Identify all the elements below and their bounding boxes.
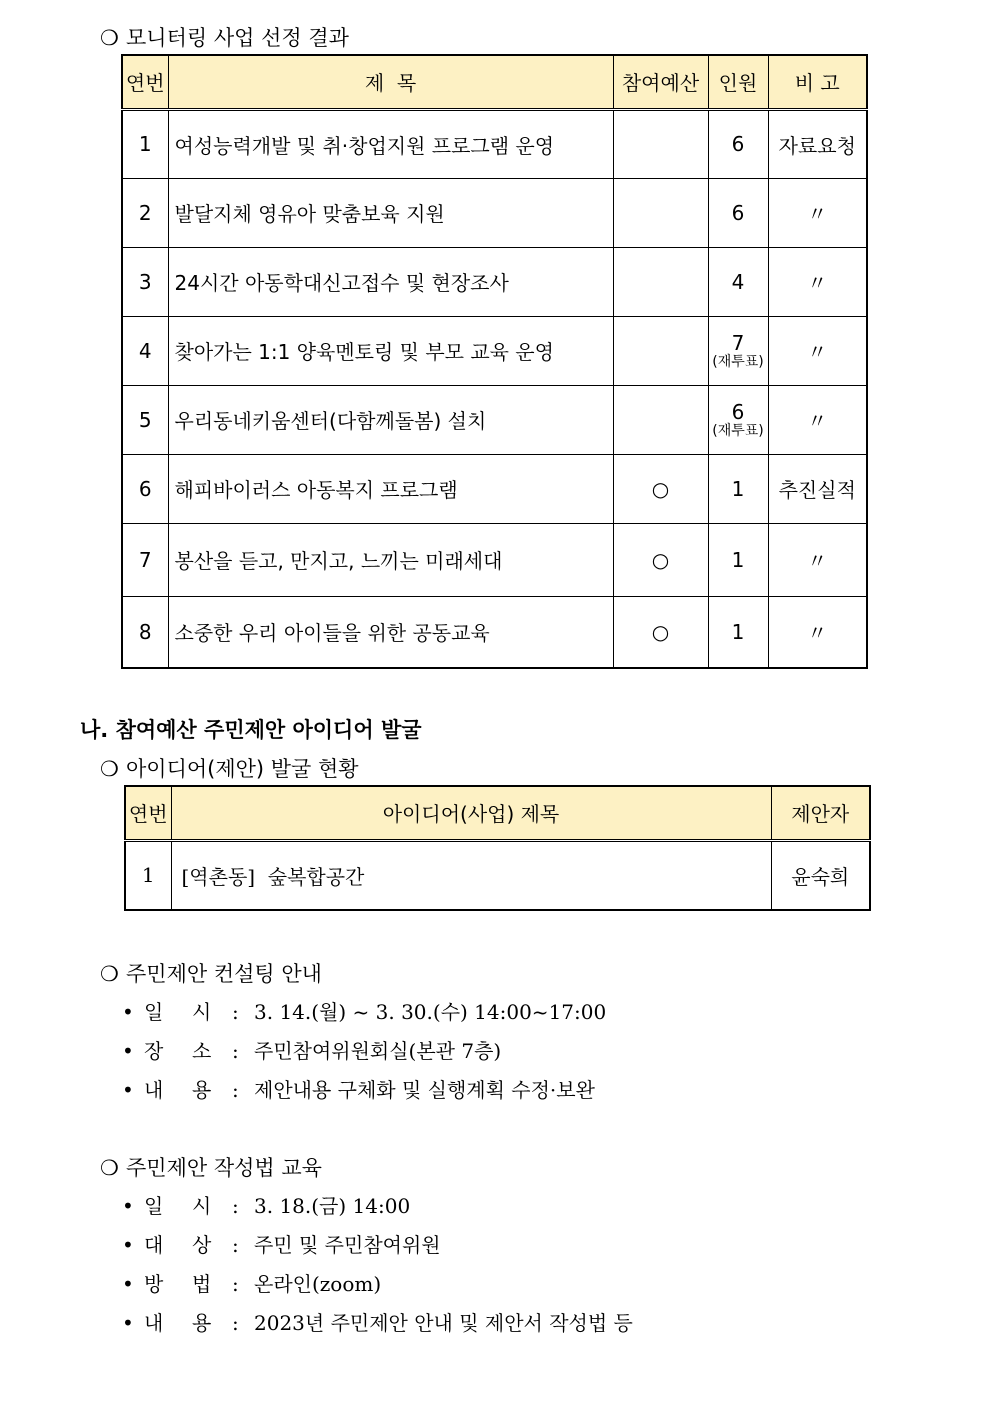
table-header-row: [125, 786, 870, 840]
info-colon: :: [232, 1311, 239, 1335]
cell-note: 〃: [768, 385, 867, 454]
cell-no: 2: [122, 178, 168, 247]
count-note: (재투표): [712, 422, 764, 439]
circle-bullet-icon: ❍: [100, 757, 119, 781]
cell-no: 1: [122, 109, 168, 178]
cell-note: 추진실적: [768, 454, 867, 523]
cell-count: [708, 247, 768, 316]
col-header-budget: 참여예산: [613, 55, 708, 109]
info-label: [144, 1307, 232, 1336]
education-heading-text: 주민제안 작성법 교육: [126, 1156, 322, 1180]
col-header-proposer: 제안자: [771, 786, 870, 840]
info-label-a: 일: [144, 1194, 164, 1218]
section1-heading-text: 모니터링 사업 선정 결과: [126, 26, 349, 50]
cell-no: 1: [125, 840, 171, 910]
cell-title: 해피바이러스 아동복지 프로그램: [168, 454, 613, 523]
table-row: [125, 840, 870, 910]
cell-proposer: 윤숙희: [771, 840, 870, 910]
table-header-row: [122, 55, 867, 109]
cell-count: [708, 454, 768, 523]
cell-budget: [613, 316, 708, 385]
info-item: [122, 1190, 410, 1219]
bullet-dot-icon: •: [122, 1272, 134, 1296]
info-label-b: 용: [192, 1311, 212, 1335]
idea-table: [124, 785, 871, 911]
cell-budget: ○: [613, 454, 708, 523]
info-value: 주민 및 주민참여위원: [254, 1233, 441, 1257]
info-item: [122, 1268, 381, 1297]
info-label-b: 상: [192, 1233, 212, 1257]
count-value: 6: [731, 399, 745, 424]
info-label: [144, 1268, 232, 1297]
info-label-a: 내: [144, 1311, 164, 1335]
info-colon: :: [232, 1000, 239, 1024]
cell-count: [708, 523, 768, 596]
count-value: 7: [731, 330, 745, 355]
info-label-a: 장: [144, 1039, 164, 1063]
info-label: [144, 1190, 232, 1219]
cell-budget: [613, 178, 708, 247]
cell-count: [708, 316, 768, 385]
bullet-dot-icon: •: [122, 1233, 134, 1257]
info-item: [122, 1074, 595, 1103]
info-item: [122, 1229, 441, 1258]
section2-heading: [100, 753, 359, 783]
info-value: 3. 14.(월) ~ 3. 30.(수) 14:00~17:00: [254, 1000, 607, 1024]
cell-budget: [613, 247, 708, 316]
info-label: [144, 1074, 232, 1103]
cell-note: 〃: [768, 316, 867, 385]
cell-budget: [613, 109, 708, 178]
info-item: [122, 1035, 501, 1064]
section2-heading-text: 아이디어(제안) 발굴 현황: [126, 757, 359, 781]
info-colon: :: [232, 1233, 239, 1257]
table-row: [122, 109, 867, 178]
col-header-no: 연번: [122, 55, 168, 109]
info-label-a: 대: [144, 1233, 164, 1257]
info-value: 온라인(zoom): [254, 1272, 382, 1296]
count-value: 4: [731, 269, 745, 294]
col-header-note: 비 고: [768, 55, 867, 109]
table-row: [122, 385, 867, 454]
info-colon: :: [232, 1078, 239, 1102]
bullet-dot-icon: •: [122, 1078, 134, 1102]
cell-note: 〃: [768, 247, 867, 316]
cell-budget: ○: [613, 596, 708, 668]
cell-no: 3: [122, 247, 168, 316]
col-header-count: 인원: [708, 55, 768, 109]
cell-note: 〃: [768, 178, 867, 247]
cell-title: 여성능력개발 및 취·창업지원 프로그램 운영: [168, 109, 613, 178]
cell-count: [708, 109, 768, 178]
table-row: [122, 316, 867, 385]
cell-note: 〃: [768, 596, 867, 668]
cell-no: 7: [122, 523, 168, 596]
info-item: [122, 996, 606, 1025]
consulting-heading: [100, 958, 322, 988]
table-row: [122, 523, 867, 596]
col-header-idea-title: 아이디어(사업) 제목: [171, 786, 771, 840]
cell-title: 봉산을 듣고, 만지고, 느끼는 미래세대: [168, 523, 613, 596]
info-value: 3. 18.(금) 14:00: [254, 1194, 411, 1218]
cell-no: 4: [122, 316, 168, 385]
circle-bullet-icon: ❍: [100, 962, 119, 986]
count-value: 6: [731, 200, 745, 225]
cell-no: 5: [122, 385, 168, 454]
info-value: 주민참여위원회실(본관 7층): [254, 1039, 502, 1063]
cell-title: 소중한 우리 아이들을 위한 공동교육: [168, 596, 613, 668]
count-value: 6: [731, 132, 745, 156]
consulting-heading-text: 주민제안 컨설팅 안내: [126, 962, 322, 986]
cell-title: 찾아가는 1:1 양육멘토링 및 부모 교육 운영: [168, 316, 613, 385]
table-row: [122, 454, 867, 523]
table-row: [122, 247, 867, 316]
cell-count: [708, 596, 768, 668]
table-row: [122, 178, 867, 247]
section1-heading: [100, 22, 349, 52]
cell-no: 8: [122, 596, 168, 668]
col-header-no: 연번: [125, 786, 171, 840]
info-value: 제안내용 구체화 및 실행계획 수정·보완: [254, 1078, 595, 1102]
bullet-dot-icon: •: [122, 1194, 134, 1218]
count-value: 1: [731, 476, 745, 501]
info-label: [144, 1229, 232, 1258]
info-label-b: 법: [192, 1272, 212, 1296]
cell-budget: ○: [613, 523, 708, 596]
cell-title: 24시간 아동학대신고접수 및 현장조사: [168, 247, 613, 316]
info-label: [144, 996, 232, 1025]
bullet-dot-icon: •: [122, 1000, 134, 1024]
cell-idea-title: [역촌동] 숲복합공간: [171, 840, 771, 910]
circle-bullet-icon: ❍: [100, 1156, 119, 1180]
info-colon: :: [232, 1272, 239, 1296]
info-label: [144, 1035, 232, 1064]
info-label-a: 방: [144, 1272, 164, 1296]
bullet-dot-icon: •: [122, 1039, 134, 1063]
info-label-b: 소: [192, 1039, 212, 1063]
info-colon: :: [232, 1194, 239, 1218]
info-label-a: 내: [144, 1078, 164, 1102]
cell-no: 6: [122, 454, 168, 523]
cell-budget: [613, 385, 708, 454]
section2-title: 나. 참여예산 주민제안 아이디어 발굴: [80, 718, 422, 742]
col-header-title: 제 목: [168, 55, 613, 109]
info-item: [122, 1307, 633, 1336]
info-colon: :: [232, 1039, 239, 1063]
education-heading: [100, 1152, 322, 1182]
count-value: 1: [731, 619, 745, 644]
bullet-dot-icon: •: [122, 1311, 134, 1335]
count-value: 1: [731, 547, 745, 572]
cell-count: [708, 385, 768, 454]
info-label-b: 용: [192, 1078, 212, 1102]
cell-title: 발달지체 영유아 맞춤보육 지원: [168, 178, 613, 247]
cell-count: [708, 178, 768, 247]
table-row: [122, 596, 867, 668]
monitoring-table: [121, 54, 868, 669]
cell-note: 〃: [768, 523, 867, 596]
cell-note: 자료요청: [768, 109, 867, 178]
info-label-b: 시: [192, 1194, 212, 1218]
count-note: (재투표): [712, 353, 764, 370]
circle-bullet-icon: ❍: [100, 26, 119, 50]
cell-title: 우리동네키움센터(다함께돌봄) 설치: [168, 385, 613, 454]
info-label-b: 시: [192, 1000, 212, 1024]
info-label-a: 일: [144, 1000, 164, 1024]
info-value: 2023년 주민제안 안내 및 제안서 작성법 등: [254, 1311, 633, 1335]
